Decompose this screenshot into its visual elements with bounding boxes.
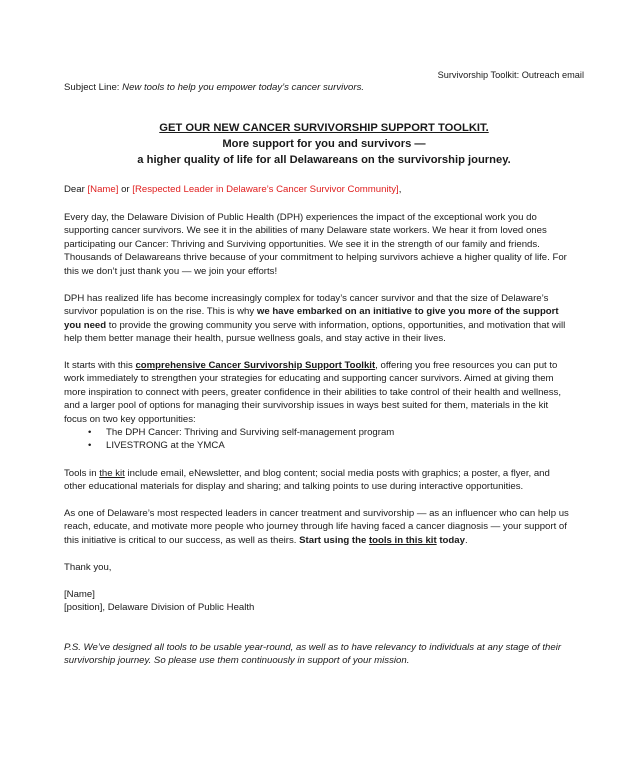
- p2-a: DPH has realized life has become increasingly complex for today’s cancer survivor and that the size of Delaware’s survivor population is on the rise. This is why: [64, 293, 549, 318]
- paragraph-3: [64, 359, 569, 426]
- p5-bold1: Start using the: [299, 534, 369, 546]
- paragraph-4: [64, 467, 569, 494]
- greeting: [64, 183, 569, 196]
- p3-b: , offering you free resources you can put to work immediately to strengthen your strategies for educating and supporting cancer survivors. Aimed at giving them more inspiration to connect with peers, greater confidence in their abilities to take control of their health and wellness, and a larger pool of options for managing their survivorship issues in ways best suited for them, materials in the kit focus on two key opportunities:: [64, 360, 562, 425]
- name-placeholder: [Name]: [87, 184, 119, 195]
- p4-a: Tools in: [64, 468, 100, 479]
- signature-position: [position], Delaware Division of Public Health: [64, 602, 255, 613]
- subtitle-2: a higher quality of life for all Delawareans on the survivorship journey.: [137, 154, 511, 166]
- greeting-dear: Dear: [64, 184, 88, 195]
- title-block: [64, 120, 584, 168]
- p4-b: include email, eNewsletter, and blog content; social media posts with graphics; a poster, a flyer, and other educational materials for display and sharing; and talking points to use during interactive opportunities.: [64, 468, 550, 493]
- p5-end: .: [464, 534, 468, 546]
- list-item: • LIVESTRONG at the YMCA: [106, 439, 569, 452]
- p5-a: As one of Delaware’s most respected leaders in cancer treatment and survivorship — as an influencer who can help us reach, educate, and motivate more people who journey through life having faced a cancer diagnosis — your support of this initiative is critical to our success, as well as theirs.: [64, 508, 569, 546]
- p3-a: It starts with this: [64, 360, 136, 371]
- leader-placeholder: [Respected Leader in Delaware’s Cancer Survivor Community]: [132, 184, 399, 195]
- p2-b: to provide the growing community you serve with information, options, opportunities, and motivation that will help them better manage their health, pursue wellness goals, and stay active in their lives.: [64, 319, 566, 345]
- subject-line: [64, 81, 584, 94]
- p5-bold2: today: [436, 534, 465, 546]
- toolkit-link[interactable]: comprehensive Cancer Survivorship Support Toolkit: [135, 360, 376, 371]
- list-item: • The DPH Cancer: Thriving and Surviving self-management program: [106, 426, 569, 439]
- greeting-comma: ,: [398, 184, 402, 195]
- signature-name: [Name]: [64, 589, 95, 600]
- main-title: GET OUR NEW CANCER SURVIVORSHIP SUPPORT TOOLKIT.: [159, 122, 489, 134]
- greeting-or: or: [118, 184, 133, 195]
- paragraph-2: [64, 292, 569, 346]
- paragraph-1: Every day, the Delaware Division of Public Health (DPH) experiences the impact of the exceptional work you do supporting cancer survivors. We see it in the abilities of many Delaware state workers. We hear it from loved ones participating our Cancer: Thriving and Surviving opportunities. We see it in the strength of our family and friends. Thousands of Delawareans thrive because of your commitment to helping survivors achieve a higher quality of life. For this we don’t just thank you — we join your efforts!: [64, 212, 567, 277]
- document-header-label: Survivorship Toolkit: Outreach email: [437, 70, 584, 80]
- opportunity-list: [64, 426, 569, 453]
- kit-link[interactable]: the kit: [99, 468, 125, 479]
- subject-text: New tools to help you empower today’s cancer survivors.: [122, 82, 365, 93]
- subtitle-1: More support for you and survivors —: [222, 138, 426, 150]
- paragraph-5: [64, 507, 569, 547]
- subject-label: Subject Line:: [64, 82, 120, 93]
- closing: Thank you,: [64, 562, 112, 573]
- tools-link[interactable]: tools in this kit: [368, 534, 437, 546]
- p2-bold: we have embarked on an initiative to give you more of the support you need: [64, 306, 559, 331]
- postscript: P.S. We’ve designed all tools to be usable year-round, as well as to have relevancy to individuals at any stage of their survivorship journey. So please use them continuously in support of your mission.: [64, 642, 562, 667]
